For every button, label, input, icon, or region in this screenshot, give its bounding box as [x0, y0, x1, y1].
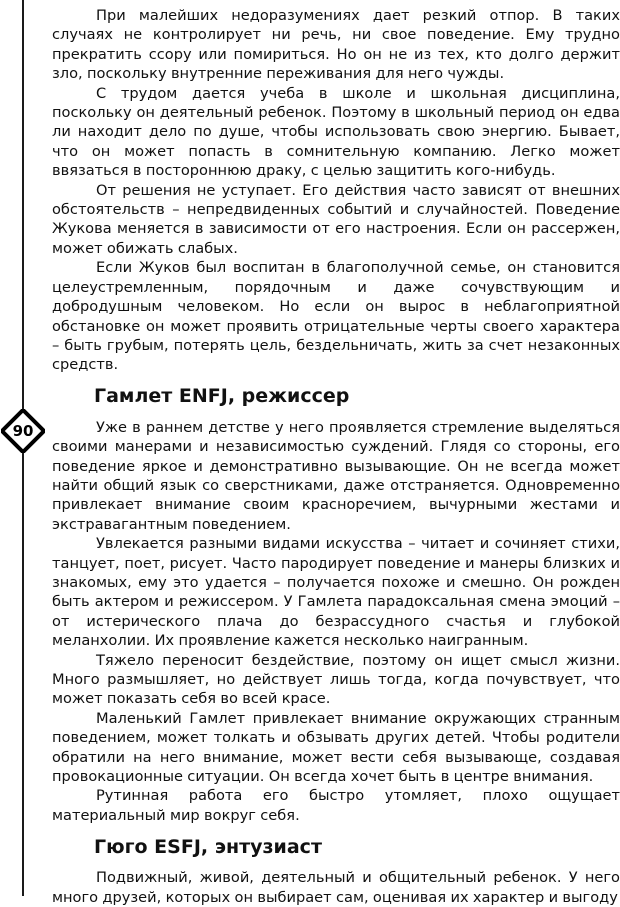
paragraph: Увлекается разными видами искусства – читает и сочиняет стихи, танцует, поет, рисует. Часто пародирует поведение и манеры близких и знакомых, ему это удается – получается похоже и смешно. Он рожден быть актером и режиссером. У Гамлета парадоксальная смена эмоций – от истерического плача до безрассудного счастья и глубокой меланхолии. Их проявление кажется несколько наигранным. [52, 535, 620, 650]
paragraph: Тяжело переносит бездействие, поэтому он ищет смысл жизни. Много размышляет, но действует лишь тогда, когда почувствует, что может показать себя во всей красе. [52, 651, 620, 708]
section-heading-hamlet: Гамлет ENFJ, режиссер [94, 384, 350, 407]
paragraph: При малейших недоразумениях дает резкий отпор. В таких случаях не контролирует ни речь, ни свое поведение. Ему трудно прекратить ссору или помириться. Но он не из тех, кто долго держит зло, поскольку внутренние переживания для него чужды. [52, 7, 620, 83]
paragraph: Уже в раннем детстве у него проявляется стремление выделяться своими манерами и независимостью суждений. Глядя со стороны, его поведение яркое и демонстративно вызывающие. Он не всегда может найти общий язык со сверстниками, даже отстраняется. Одновременно привлекает внимание своим красноречием, вычурными жестами и экстравагантным поведением. [52, 418, 620, 533]
paragraph: С трудом дается учеба в школе и школьная дисциплина, поскольку он деятельный ребенок. Поэтому в школьный период он едва ли находит дело по душе, чтобы использовать свою энергию. Бывает, что он может попасть в сомнительную компанию. Легко может ввязаться в постороннюю драку, с целью защитить кого-нибудь. [52, 84, 620, 180]
paragraph: Маленький Гамлет привлекает внимание окружающих странным поведением, может толкать и обзывать других детей. Чтобы родители обратили на него внимание, может вести себя вызывающе, создавая провокационные ситуации. Он всегда хочет быть в центре внимания. [52, 709, 620, 786]
paragraph: Если Жуков был воспитан в благополучной семье, он становится целеустремленным, порядочным и даже сочувствующим и добродушным человеком. Но если он вырос в неблагоприятной обстановке он может проявить отрицательные черты своего характера – быть грубым, потерять цель, бездельничать, жить за счет незаконных средств. [52, 259, 620, 374]
page-number: 90 [12, 422, 34, 440]
page-number-badge [1, 409, 45, 453]
section-heading-hugo: Гюго ESFJ, энтузиаст [94, 836, 322, 859]
paragraph: От решения не уступает. Его действия часто зависят от внешних обстоятельств – непредвиденных событий и случайностей. Поведение Жукова меняется в зависимости от его настроения. Если он рассержен, может обижать слабых. [52, 181, 620, 257]
paragraph: Рутинная работа его быстро утомляет, плохо ощущает материальный мир вокруг себя. [52, 787, 620, 824]
paragraph: Подвижный, живой, деятельный и общительный ребенок. У него много друзей, которых он выбирает сам, оценивая их характер и выгоду [52, 869, 620, 906]
page-content [52, 6, 620, 907]
